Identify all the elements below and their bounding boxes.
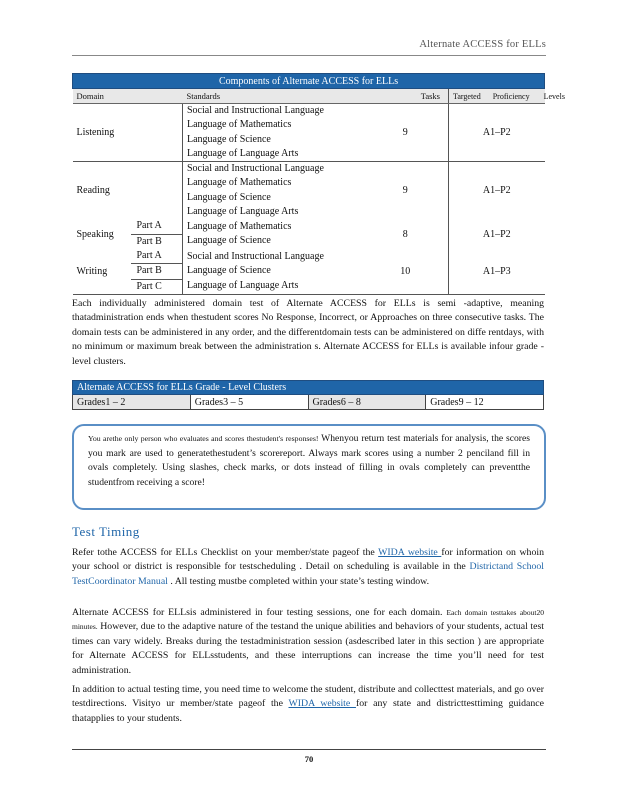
parts-speaking xyxy=(131,219,183,249)
tasks-speaking: 8 xyxy=(402,228,408,240)
standards-speaking xyxy=(183,219,363,249)
levels-reading: A1–P2 xyxy=(449,162,545,220)
domain-speaking: Speaking xyxy=(76,228,114,240)
standard-item: Language of Science xyxy=(187,133,271,145)
header-standards: Standards xyxy=(183,89,363,104)
paragraph-sessions xyxy=(72,606,544,678)
paragraph-text: However, due to the adaptive nature of the testand the unique abilities and behaviors of your students, actual test times can vary widely. Breaks during the testadministration session (asdescribed later in this section ) are appropriate for Alternate ACCESS for ELLsstudents, and these interruptions can increase the time you’ll need for test administration. xyxy=(72,621,544,676)
levels-writing: A1–P3 xyxy=(449,249,545,294)
part-label: Part C xyxy=(136,280,162,292)
part-label: Part B xyxy=(136,235,162,247)
table-row-listening xyxy=(73,104,545,162)
standard-item: Language of Science xyxy=(187,191,271,203)
paragraph-text: for any state and districttesttiming guidance thatapplies to your students. xyxy=(72,698,544,724)
standard-item: Language of Science xyxy=(187,235,271,247)
grade-clusters-title: Alternate ACCESS for ELLs Grade - Level Clusters xyxy=(73,381,544,395)
grade-cluster: Grades1 – 2 xyxy=(73,395,191,410)
header-levels: Levels xyxy=(543,91,565,101)
standard-item: Social and Instructional Language xyxy=(187,163,324,175)
header-targeted: Targeted xyxy=(453,91,481,101)
standard-item: Language of Mathematics xyxy=(187,177,292,189)
standard-item: Social and Instructional Language xyxy=(187,105,324,116)
components-table-title: Components of Alternate ACCESS for ELLs xyxy=(73,74,545,89)
tasks-listening: 9 xyxy=(363,104,449,162)
standard-item: Language of Language Arts xyxy=(187,279,299,291)
paragraph-text: In addition to actual testing time, you need time to welcome the student, distribute and collecttest materials, and go over testdirections. Visityo ur member/state pageof the xyxy=(72,684,544,710)
wida-website-link[interactable]: WIDA website xyxy=(378,547,442,558)
table-row-writing xyxy=(73,249,545,294)
paragraph-checklist xyxy=(72,546,544,589)
standards-writing xyxy=(183,249,363,294)
header-targeted-levels xyxy=(449,89,565,104)
domain-writing: Writing xyxy=(73,249,131,294)
domain-reading: Reading xyxy=(76,185,110,197)
paragraph-additional-time xyxy=(72,683,544,726)
part-label: Part B xyxy=(131,264,183,279)
wida-website-link[interactable]: WIDA website xyxy=(288,698,356,710)
components-table xyxy=(72,73,565,295)
levels-speaking: A1–P2 xyxy=(449,219,545,249)
paragraph-text: Alternate ACCESS for ELLsis administered in four testing sessions, one for each domain. xyxy=(72,607,447,618)
domain-listening: Listening xyxy=(73,104,183,162)
section-title-test-timing: Test Timing xyxy=(72,524,140,539)
header-rule xyxy=(72,55,546,56)
header-domain: Domain xyxy=(73,89,183,104)
coordinator-manual-link[interactable]: Districtand School TestCoordinator Manual xyxy=(72,561,544,587)
table-row-speaking xyxy=(73,219,545,249)
running-head: Alternate ACCESS for ELLs xyxy=(419,39,546,50)
grade-cluster: Grades3 – 5 xyxy=(190,395,308,410)
standard-item: Language of Mathematics xyxy=(187,220,292,232)
paragraph-text: . All testing mustbe completed within your state’s testing window. xyxy=(167,575,430,587)
standard-item: Language of Science xyxy=(187,265,271,277)
standard-item: Social and Instructional Language xyxy=(187,250,324,262)
part-label: Part A xyxy=(131,249,183,264)
table-row-reading xyxy=(73,162,545,220)
paragraph-adaptive: Each individually administered domain test of Alternate ACCESS for ELLs is semi -adaptive, meaning thatadministration ends when thestudent scores No Response, Incorrect, or Approaches on three consecutive tasks. The domain tests can be administered in any order, and the differentdomain tests can be administered on diffe rentdays, with no minimum or maximum break between the administration s. Alternate ACCESS for ELLs is available infour grade - level clusters. xyxy=(72,298,544,367)
standards-listening xyxy=(183,104,363,162)
paragraph-text: for information on whoin your school or district is responsible for testscheduling . Detail on scheduling is available in the xyxy=(72,547,544,573)
standard-item: Language of Language Arts xyxy=(187,206,299,218)
callout-text: Whenyou return test materials for analysis, the scores you mark are used to generatethestudent’s scorereport. Always mark scores using a number 2 penciland fill in ovals completely. Using slashes, check marks, or dots instead of filling in ovals completely can preventthe studentfrom receiving a score! xyxy=(88,433,530,488)
page-number: 70 xyxy=(304,754,314,764)
parts-writing xyxy=(131,249,183,294)
tasks-reading: 9 xyxy=(402,185,408,197)
header-tasks: Tasks xyxy=(363,89,449,104)
standard-item: Language of Mathematics xyxy=(187,119,292,131)
footer-rule xyxy=(72,749,546,750)
scoring-callout xyxy=(72,424,546,510)
callout-lead: You arethe only person who evaluates and scores thestudent's responses! xyxy=(88,434,319,443)
header-proficiency: Proficiency xyxy=(492,91,530,101)
tasks-writing: 10 xyxy=(363,249,449,294)
grade-cluster: Grades6 – 8 xyxy=(308,395,426,410)
paragraph-text: Refer tothe ACCESS for ELLs Checklist on your member/state pageof the xyxy=(72,547,379,558)
standards-reading xyxy=(183,162,363,220)
grade-clusters-table xyxy=(72,380,544,410)
grade-cluster: Grades9 – 12 xyxy=(426,395,544,410)
standard-item: Language of Language Arts xyxy=(187,147,299,159)
paragraph-small-text: Each domain testtakes about20 minutes. xyxy=(72,608,545,632)
part-label: Part A xyxy=(131,219,183,234)
levels-listening: A1–P2 xyxy=(449,104,545,162)
